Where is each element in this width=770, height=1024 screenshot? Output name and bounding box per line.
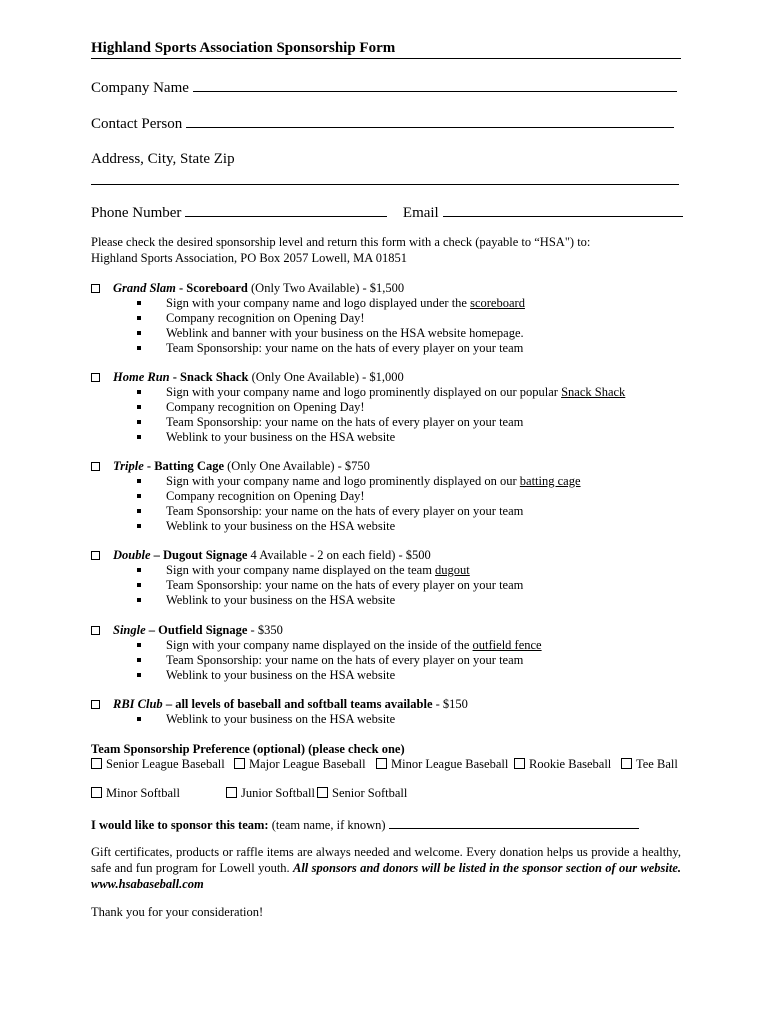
level-price: (Only Two Available) - $1,500 <box>247 281 405 295</box>
benefit-item <box>91 341 525 356</box>
option-senior-league-baseball[interactable] <box>91 757 225 772</box>
sponsor-team-hint: (team name, if known) <box>268 818 389 832</box>
benefit-item <box>91 668 542 683</box>
contact-person-field[interactable] <box>91 115 674 133</box>
benefit-item <box>91 296 525 311</box>
gift-text: Gift certificates, products or raffle items are always needed and welcome. Every donation helps us provide a healthy, safe and fun program for Lowell youth. <box>91 845 681 875</box>
level-name: Home Run <box>113 370 170 384</box>
benefit-text: Team Sponsorship: your name on the hats of every player on your team <box>166 578 524 592</box>
level-benefits <box>91 296 525 356</box>
benefit-text: Weblink to your business on the HSA website <box>166 712 396 726</box>
benefit-item <box>91 474 581 489</box>
level-name: RBI Club <box>113 697 163 711</box>
level-heading <box>91 548 523 563</box>
checkbox-icon[interactable] <box>621 758 632 769</box>
contact-person-label: Contact Person <box>91 116 183 132</box>
benefit-underlined: batting cage <box>519 474 581 488</box>
address-line[interactable] <box>91 184 679 185</box>
level-price: (Only One Available) - $750 <box>224 459 370 473</box>
level-heading <box>91 281 525 296</box>
benefit-item <box>91 519 581 534</box>
level-checkbox-icon[interactable] <box>91 373 100 382</box>
benefit-underlined: dugout <box>435 563 470 577</box>
address-label: Address, City, State Zip <box>91 151 235 167</box>
level-price: (Only One Available) - $1,000 <box>248 370 404 384</box>
benefit-text: Sign with your company name and logo prominently displayed on our popular <box>166 385 562 399</box>
gift-emphasis: All sponsors and donors will be listed in the sponsor section of our website. www.hsabaseball.com <box>91 861 681 891</box>
level-title <box>113 697 468 712</box>
gift-paragraph <box>91 844 681 892</box>
intro-text <box>91 234 590 266</box>
benefit-item <box>91 400 625 415</box>
level-name: Triple <box>113 459 144 473</box>
sponsorship-level <box>91 281 525 356</box>
option-label: Rookie Baseball <box>529 757 612 771</box>
option-label: Tee Ball <box>636 757 678 771</box>
level-item: Outfield Signage <box>158 623 248 637</box>
benefit-text: Company recognition on Opening Day! <box>166 489 365 503</box>
level-benefits <box>91 712 395 727</box>
benefit-underlined: scoreboard <box>470 296 525 310</box>
option-label: Junior Softball <box>241 786 315 800</box>
benefit-item <box>91 563 523 578</box>
sponsor-team-field[interactable] <box>91 816 639 833</box>
level-item: Batting Cage <box>154 459 224 473</box>
checkbox-icon[interactable] <box>226 787 237 798</box>
intro-line-2: Highland Sports Association, PO Box 2057 Lowell, MA 01851 <box>91 251 407 265</box>
preference-title: Team Sponsorship Preference (optional) (please check one) <box>91 742 405 756</box>
benefit-item <box>91 504 581 519</box>
address-field <box>91 151 235 168</box>
level-name: Double <box>113 548 151 562</box>
benefit-item <box>91 578 523 593</box>
level-item: Dugout Signage <box>163 548 248 562</box>
benefit-text: Team Sponsorship: your name on the hats of every player on your team <box>166 504 524 518</box>
level-separator: - <box>169 370 181 384</box>
email-label: Email <box>402 205 439 221</box>
level-item: all levels of baseball and softball teams available <box>175 697 433 711</box>
sponsor-team-label: I would like to sponsor this team: <box>91 818 269 832</box>
level-title <box>113 623 283 638</box>
sponsorship-level <box>91 623 542 683</box>
level-price: 4 Available - 2 on each field) - $500 <box>247 548 431 562</box>
benefit-item <box>91 593 523 608</box>
level-item: Snack Shack <box>180 370 249 384</box>
sponsorship-level <box>91 459 581 534</box>
intro-line-1: Please check the desired sponsorship level and return this form with a check (payable to “HSA") to: <box>91 235 591 249</box>
option-label: Minor League Baseball <box>391 757 509 771</box>
checkbox-icon[interactable] <box>514 758 525 769</box>
level-checkbox-icon[interactable] <box>91 626 100 635</box>
benefit-item <box>91 638 542 653</box>
level-separator: - <box>175 281 187 295</box>
contact-person-line[interactable] <box>186 115 674 128</box>
level-benefits <box>91 385 625 445</box>
level-separator: – <box>150 548 163 562</box>
benefit-item <box>91 415 625 430</box>
benefit-item <box>91 653 542 668</box>
thank-you-text: Thank you for your consideration! <box>91 905 264 919</box>
sponsorship-level <box>91 370 625 445</box>
checkbox-icon[interactable] <box>376 758 387 769</box>
level-name: Single <box>113 623 146 637</box>
option-minor-league-baseball[interactable] <box>376 757 508 772</box>
benefit-text: Weblink to your business on the HSA website <box>166 668 396 682</box>
level-benefits <box>91 474 581 534</box>
benefit-item <box>91 326 525 341</box>
level-separator: – <box>145 623 159 637</box>
benefit-text: Team Sponsorship: your name on the hats of every player on your team <box>166 341 524 355</box>
sponsorship-level <box>91 548 523 608</box>
phone-email-row <box>91 204 683 222</box>
benefit-text: Weblink and banner with your business on the HSA website homepage. <box>166 326 524 340</box>
company-name-label: Company Name <box>91 80 189 96</box>
benefit-item <box>91 489 581 504</box>
checkbox-icon[interactable] <box>234 758 245 769</box>
level-title <box>113 459 370 474</box>
benefit-text: Sign with your company name and logo displayed under the <box>166 296 471 310</box>
sponsorship-level <box>91 697 468 727</box>
benefit-text: Sign with your company name and logo prominently displayed on our <box>166 474 520 488</box>
benefit-underlined: Snack Shack <box>561 385 626 399</box>
email-line[interactable] <box>443 204 683 217</box>
level-checkbox-icon[interactable] <box>91 284 100 293</box>
level-heading <box>91 623 542 638</box>
benefit-text: Weblink to your business on the HSA website <box>166 430 396 444</box>
level-separator: - <box>143 459 155 473</box>
benefit-text: Weblink to your business on the HSA website <box>166 593 396 607</box>
level-price: - $350 <box>247 623 283 637</box>
level-title <box>113 370 404 385</box>
option-senior-softball[interactable] <box>317 786 407 801</box>
checkbox-icon[interactable] <box>317 787 328 798</box>
option-label: Major League Baseball <box>249 757 366 771</box>
option-minor-softball[interactable] <box>91 786 180 801</box>
benefit-text: Weblink to your business on the HSA website <box>166 519 396 533</box>
level-item: Scoreboard <box>186 281 248 295</box>
level-checkbox-icon[interactable] <box>91 551 100 560</box>
company-name-field[interactable] <box>91 79 677 97</box>
option-junior-softball[interactable] <box>226 786 315 801</box>
level-benefits <box>91 563 523 608</box>
benefit-text: Company recognition on Opening Day! <box>166 400 365 414</box>
benefit-item <box>91 385 625 400</box>
benefit-text: Sign with your company name displayed on the team <box>166 563 436 577</box>
level-checkbox-icon[interactable] <box>91 462 100 471</box>
benefit-text: Company recognition on Opening Day! <box>166 311 365 325</box>
level-price: - $150 <box>432 697 468 711</box>
level-benefits <box>91 638 542 683</box>
sponsor-team-line[interactable] <box>389 816 639 829</box>
level-name: Grand Slam <box>113 281 176 295</box>
benefit-text: Team Sponsorship: your name on the hats of every player on your team <box>166 415 524 429</box>
level-heading <box>91 370 625 385</box>
level-checkbox-icon[interactable] <box>91 700 100 709</box>
benefit-text: Sign with your company name displayed on the inside of the <box>166 638 473 652</box>
phone-line[interactable] <box>185 204 387 217</box>
phone-label: Phone Number <box>91 205 182 221</box>
benefit-item <box>91 712 395 727</box>
checkbox-icon[interactable] <box>91 758 102 769</box>
benefit-text: Team Sponsorship: your name on the hats of every player on your team <box>166 653 524 667</box>
level-heading <box>91 459 581 474</box>
option-label: Minor Softball <box>106 786 180 800</box>
option-label: Senior League Baseball <box>106 757 225 771</box>
benefit-item <box>91 430 625 445</box>
company-name-line[interactable] <box>193 79 677 92</box>
checkbox-icon[interactable] <box>91 787 102 798</box>
benefit-underlined: outfield fence <box>472 638 542 652</box>
benefit-item <box>91 311 525 326</box>
level-title <box>113 281 404 296</box>
level-title <box>113 548 431 563</box>
level-heading <box>91 697 468 712</box>
option-tee-ball[interactable] <box>621 757 678 772</box>
level-separator: – <box>162 697 176 711</box>
option-major-league-baseball[interactable] <box>234 757 366 772</box>
option-label: Senior Softball <box>332 786 408 800</box>
option-rookie-baseball[interactable] <box>514 757 611 772</box>
form-title: Highland Sports Association Sponsorship Form <box>91 40 681 59</box>
